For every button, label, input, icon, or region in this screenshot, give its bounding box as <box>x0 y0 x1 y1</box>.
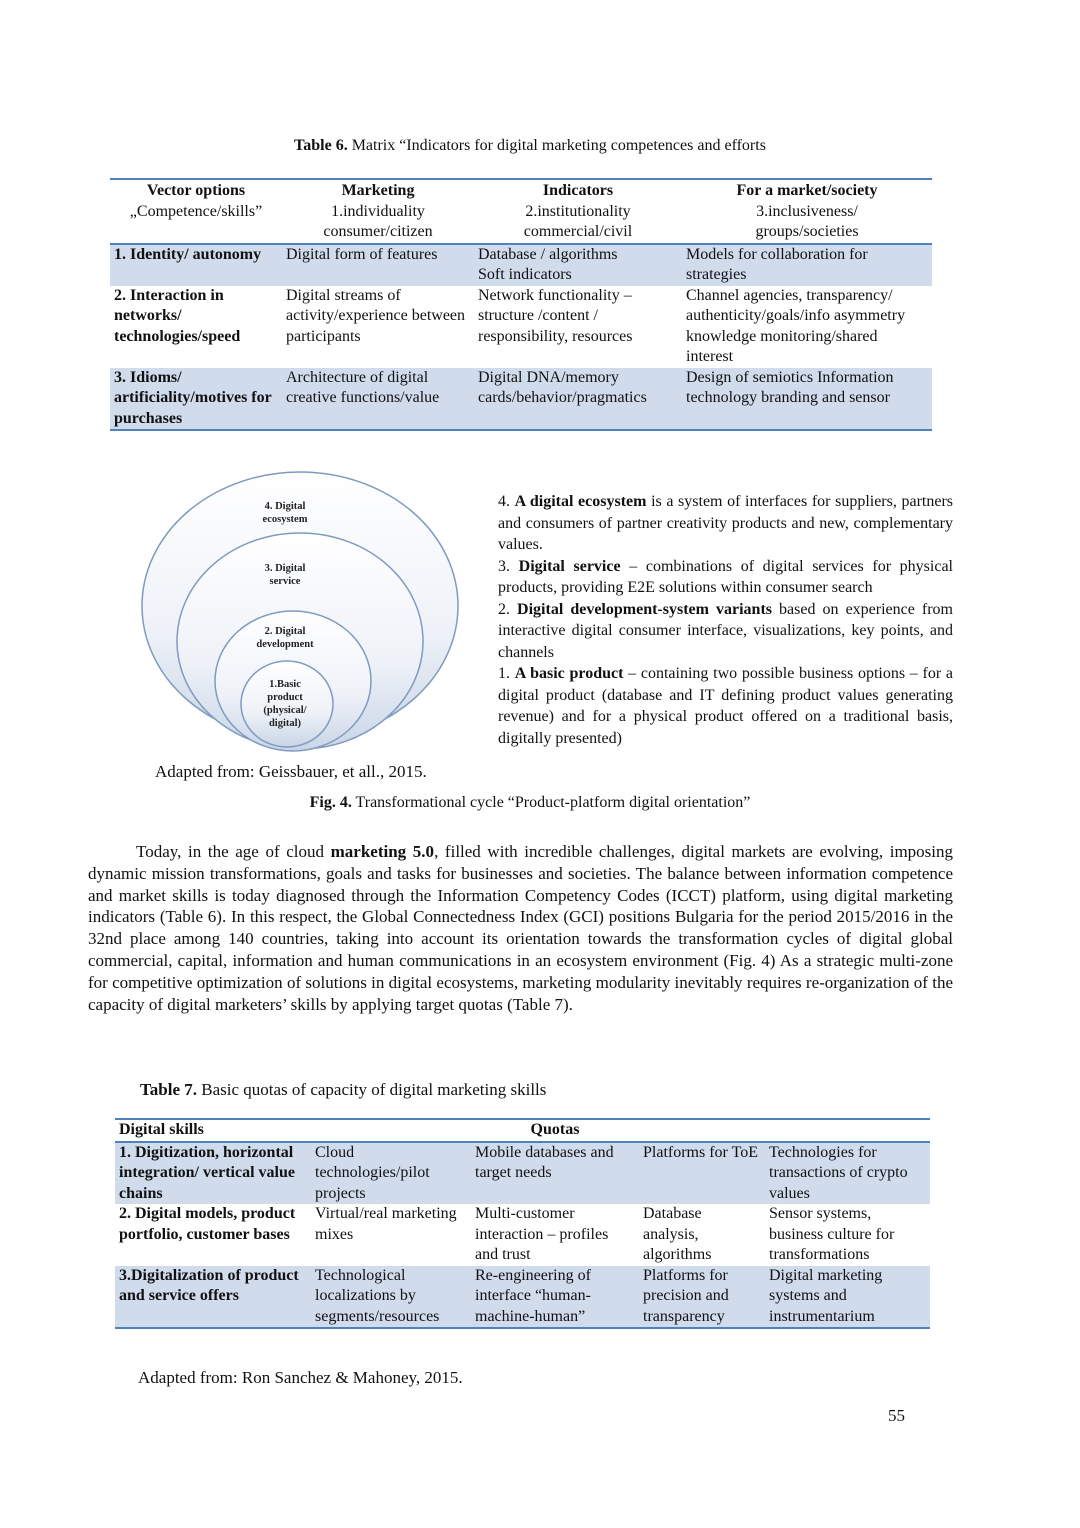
circle-label-ecosystem: 4. Digital ecosystem <box>262 501 308 525</box>
row-label: 2. Digital models, product portfolio, customer bases <box>119 1205 296 1243</box>
table6-header-marketing: Marketing 1.individuality consumer/citizen <box>323 182 433 240</box>
row-label: 3.Digitalization of product and service offers <box>119 1266 299 1304</box>
row-label: 1. Identity/ autonomy <box>114 245 262 263</box>
table6-caption <box>110 137 950 155</box>
description-basic-product: 1. A basic product – containing two possible business options – for a digital product (database and IT defining product values generating revenue) and for a physical product offered on a traditional basis, digitally presented) <box>498 665 953 747</box>
table-row <box>110 244 932 286</box>
table-cell: Channel agencies, transparency/ authenticity/goals/info asymmetry knowledge monitoring/shared interest <box>686 286 906 365</box>
circle-label-development: 2. Digital development <box>256 626 314 650</box>
table-cell: Digital streams of activity/experience between participants <box>286 286 466 345</box>
description-ecosystem: 4. A digital ecosystem is a system of interfaces for suppliers, partners and consumers of partner creativity products and new, complementary values. <box>498 493 953 553</box>
table-cell: Platforms for precision and transparency <box>643 1266 729 1325</box>
circle-label-basic-product: 1.Basic product (physical/ digital) <box>263 679 307 729</box>
table-cell: Multi-customer interaction – profiles and trust <box>475 1205 609 1263</box>
table-cell: Technological localizations by segments/resources <box>315 1266 440 1325</box>
row-label: 3. Idioms/ artificiality/motives for purchases <box>114 368 272 427</box>
table-row <box>115 1142 930 1205</box>
table-cell: Cloud technologies/pilot projects <box>315 1143 430 1202</box>
figure4-diagram <box>135 466 465 756</box>
table-cell: Virtual/real marketing mixes <box>315 1205 457 1243</box>
description-service: 3. Digital service – combinations of digital services for physical products, providing E2E solutions within consumer search <box>498 557 953 596</box>
table-cell: Digital DNA/memory cards/behavior/pragmatics <box>478 368 647 406</box>
table6-header-vector: Vector options „Competence/skills” <box>129 182 263 220</box>
figure4-caption: Fig. 4. Transformational cycle “Product-platform digital orientation” <box>309 794 751 811</box>
table-cell: Network functionality – structure /content / responsibility, resources <box>478 286 633 345</box>
table6 <box>110 178 932 431</box>
circle-label-service: 3. Digital service <box>264 563 306 587</box>
table7-caption: Table 7. Basic quotas of capacity of digital marketing skills <box>140 1080 547 1099</box>
table-cell: Architecture of digital creative functions/value <box>286 368 440 406</box>
table7-header-quotas: Quotas <box>530 1121 580 1138</box>
body-paragraph: Today, in the age of cloud marketing 5.0, filled with incredible challenges, digital markets are evolving, imposing dynamic mission transformations, goals and tasks for businesses and societies. The balance between information competence and market skills is today diagnosed through the Information Competency Codes (ICCT) platform, using digital marketing indicators (Table 6). In this respect, the Global Connectedness Index (GCI) positions Bulgaria for the period 2015/2016 in the 32nd place among 140 countries, taking into account its orientation towards the transformation cycles of digital global commercial, capital, information and human communications in an ecosystem environment (Fig. 4) As a strategic multi-zone for competitive optimization of solutions in digital ecosystems, marketing modularity inevitably requires re-organization of the capacity of digital marketers’ skills by applying target quotas (Table 7). <box>88 842 954 1014</box>
table-cell: Database / algorithms Soft indicators <box>478 245 618 283</box>
figure4-source: Adapted from: Geissbauer, et all., 2015. <box>155 762 427 781</box>
row-label: 1. Digitization, horizontal integration/ vertical value chains <box>119 1143 295 1202</box>
table6-caption-text: Matrix “Indicators for digital marketing competences and efforts <box>347 137 766 154</box>
table6-header-indicators: Indicators 2.institutionality commercial/civil <box>523 182 633 240</box>
table-cell: Digital marketing systems and instrumentarium <box>769 1266 883 1325</box>
table-row <box>110 286 932 368</box>
table-row <box>115 1204 930 1266</box>
table6-caption-label: Table 6. <box>294 137 348 154</box>
table-cell: Technologies for transactions of crypto values <box>769 1143 908 1202</box>
page-number: 55 <box>888 1406 905 1425</box>
table6-header-row <box>110 179 932 244</box>
table7-header-row <box>115 1119 930 1142</box>
row-label: 2. Interaction in networks/ technologies/speed <box>114 286 241 345</box>
figure4-descriptions <box>498 491 953 749</box>
table-cell: Mobile databases and target needs <box>475 1143 614 1181</box>
table7-source: Adapted from: Ron Sanchez & Mahoney, 2015. <box>138 1368 463 1387</box>
table6-header-market: For a market/society 3.inclusiveness/ groups/societies <box>736 182 878 240</box>
table-cell: Database analysis, algorithms <box>643 1205 712 1263</box>
table-row <box>110 368 932 431</box>
table-cell: Re-engineering of interface “human-machine-human” <box>475 1266 591 1325</box>
table-row <box>115 1266 930 1329</box>
table-cell: Design of semiotics Information technology branding and sensor <box>686 368 894 406</box>
table7-header-skills: Digital skills <box>119 1121 204 1138</box>
table-cell: Platforms for ToE <box>643 1143 759 1161</box>
table-cell: Models for collaboration for strategies <box>686 245 868 283</box>
table-cell: Sensor systems, business culture for transformations <box>769 1205 895 1263</box>
table7 <box>115 1118 930 1329</box>
table-cell: Digital form of features <box>286 245 438 263</box>
description-development: 2. Digital development-system variants based on experience from interactive digital consumer interface, visualizations, key points, and channels <box>498 600 953 661</box>
